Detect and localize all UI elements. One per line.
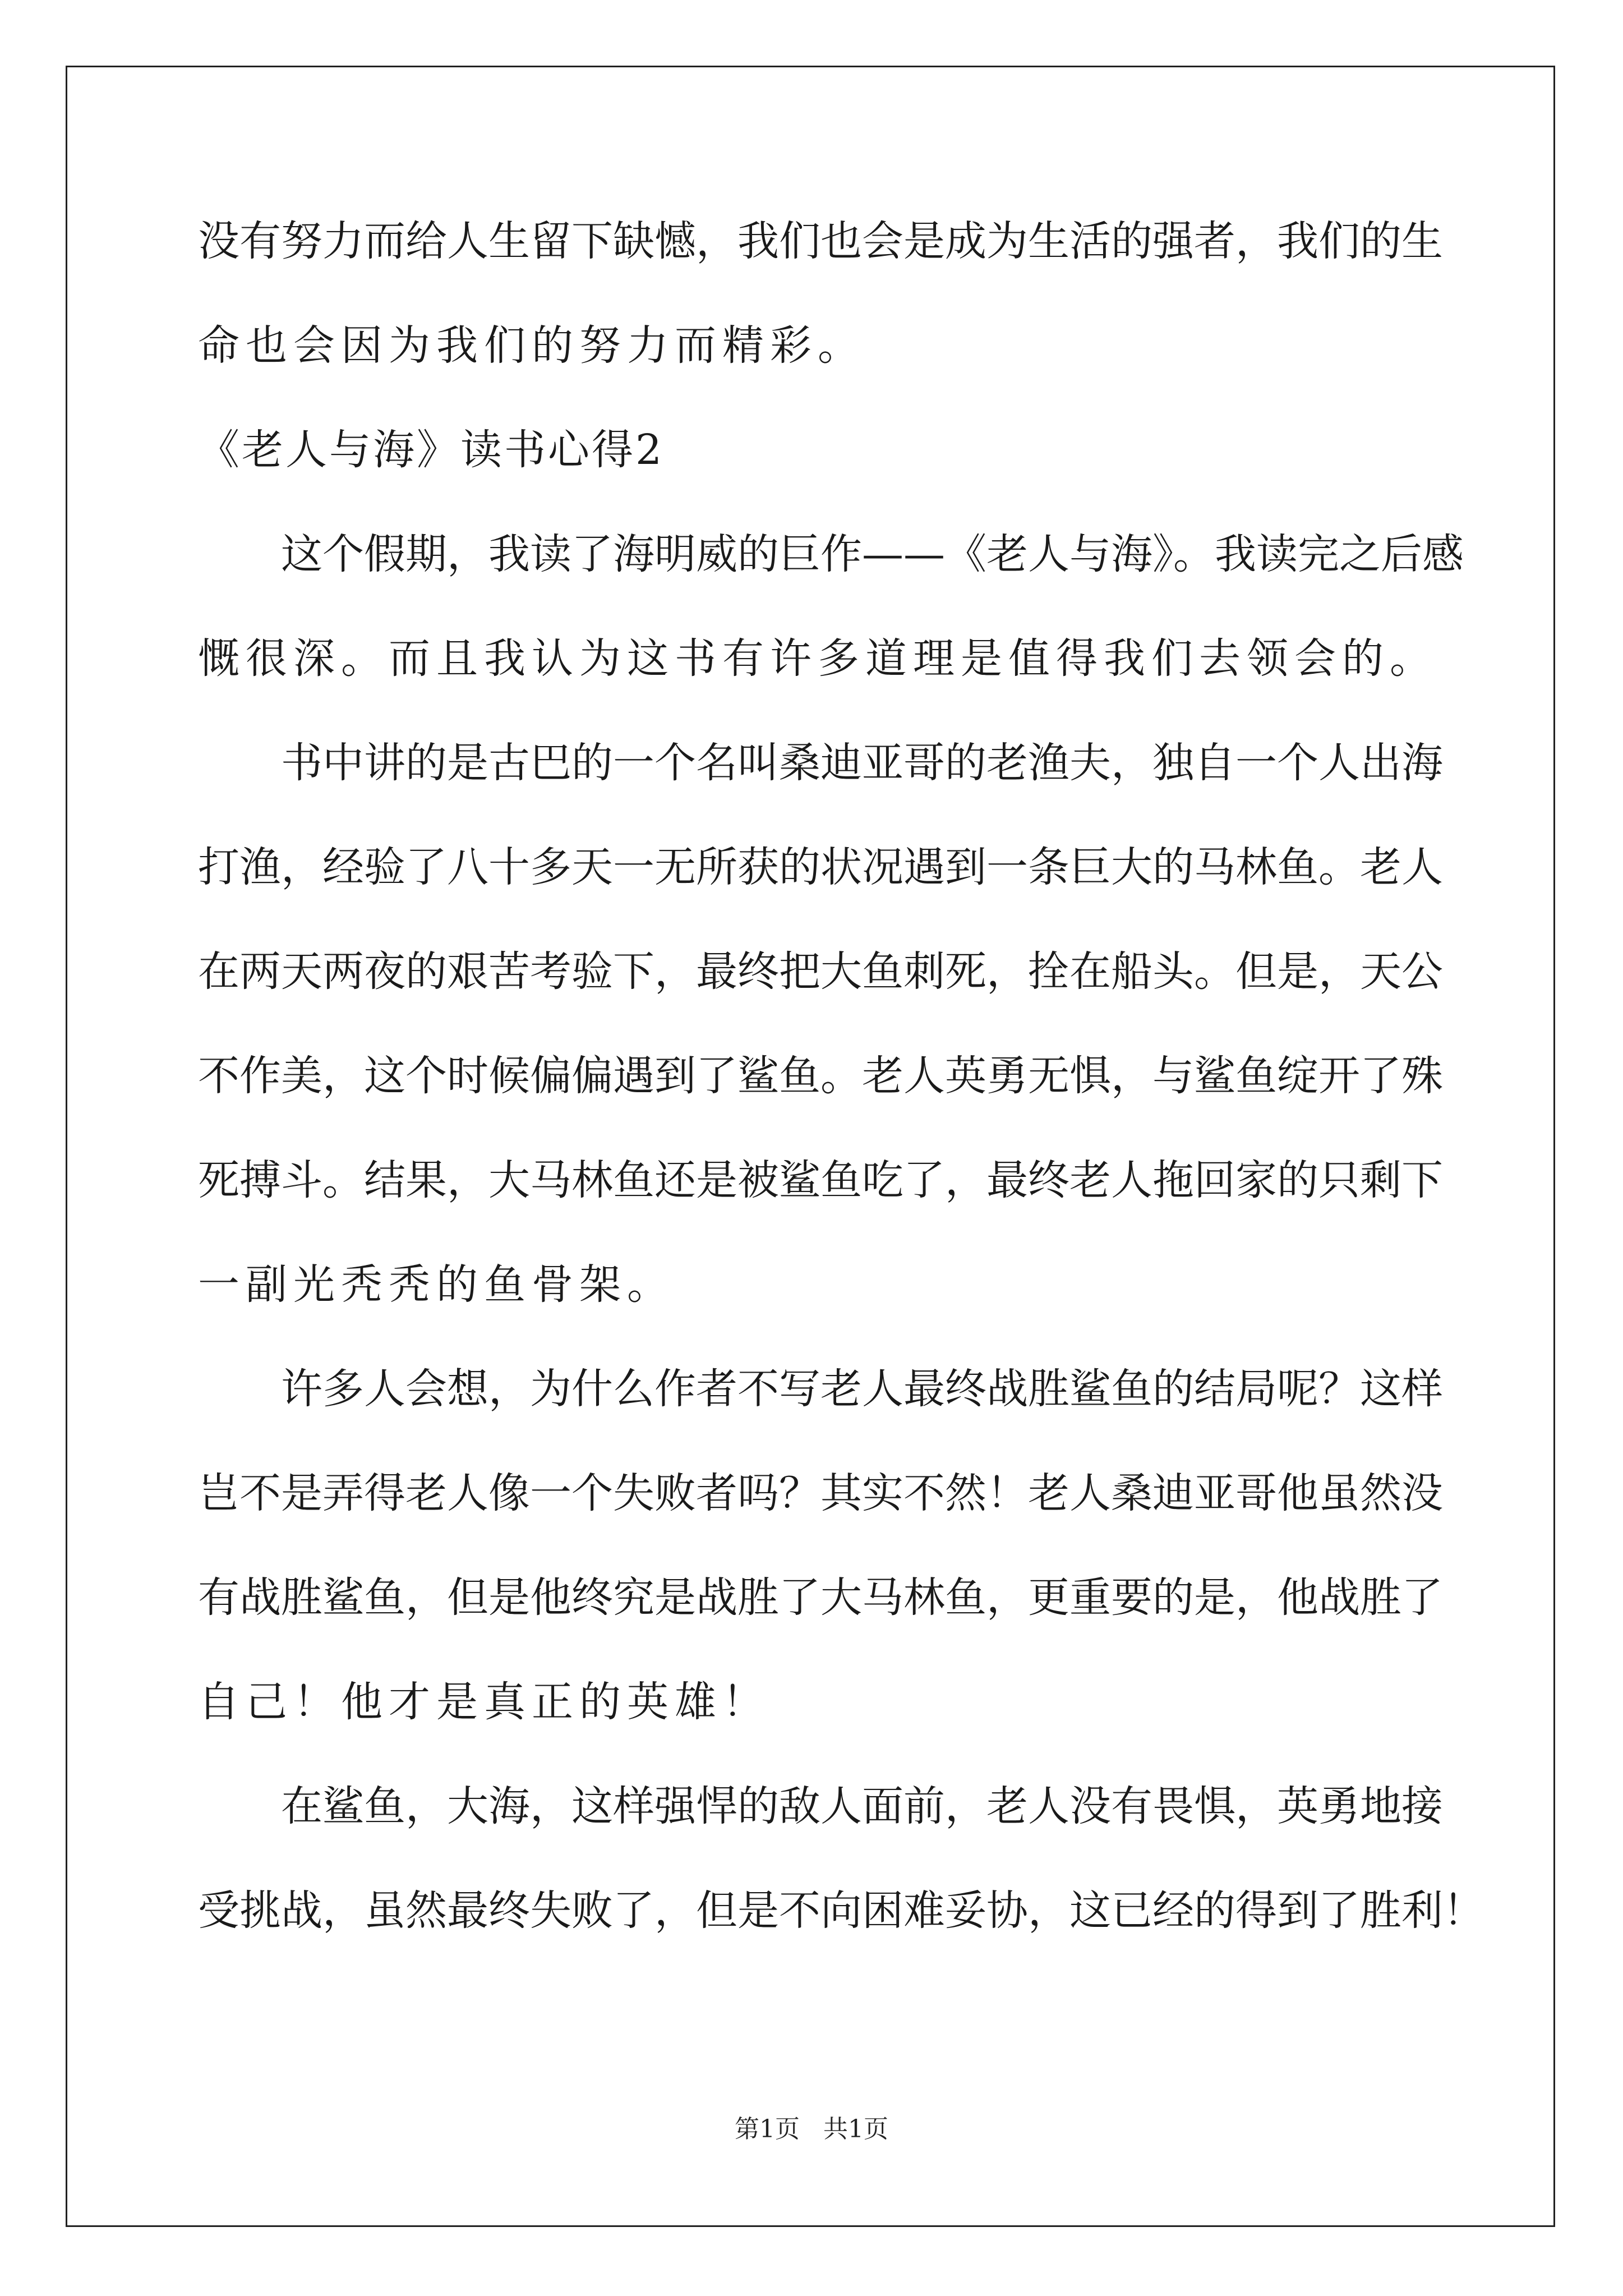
paragraph-line: 命也会因为我们的努力而精彩。 [198,321,865,370]
paragraph-line: 岂不是弄得老人像一个失败者吗？其实不然！老人桑迪亚哥他虽然没 [198,1469,1443,1517]
paragraph-line: 这个假期，我读了海明威的巨作——《老人与海》。我读完之后感 [281,530,1464,578]
paragraph-line: 慨很深。而且我认为这书有许多道理是值得我们去领会的。 [198,634,1437,683]
paragraph-line: 自己！他才是真正的英雄！ [198,1678,770,1726]
paragraph-line: 不作美，这个时候偏偏遇到了鲨鱼。老人英勇无惧，与鲨鱼绽开了殊 [198,1052,1443,1100]
section-heading: 《老人与海》读书心得2 [198,426,665,474]
paragraph-line: 打渔，经验了八十多天一无所获的状况遇到一条巨大的马林鱼。老人 [198,843,1443,891]
paragraph-line: 书中讲的是古巴的一个名叫桑迪亚哥的老渔夫，独自一个人出海 [281,739,1443,787]
paragraph-line: 有战胜鲨鱼，但是他终究是战胜了大马林鱼，更重要的是，他战胜了 [198,1573,1443,1622]
paragraph-line: 一副光秃秃的鱼骨架。 [198,1260,675,1309]
page-number-footer: 第1页 共1页 [735,2115,888,2143]
paragraph-line: 没有努力而给人生留下缺憾，我们也会是成为生活的强者，我们的生 [198,217,1443,265]
paragraph-line: 死搏斗。结果，大马林鱼还是被鲨鱼吃了，最终老人拖回家的只剩下 [198,1156,1443,1204]
paragraph-line: 在两天两夜的艰苦考验下，最终把大鱼刺死，拴在船头。但是，天公 [198,947,1443,996]
paragraph-line: 许多人会想，为什么作者不写老人最终战胜鲨鱼的结局呢？这样 [281,1365,1443,1413]
paragraph-line: 受挑战，虽然最终失败了，但是不向困难妥协，这已经的得到了胜利！ [198,1887,1484,1935]
paragraph-line: 在鲨鱼，大海，这样强悍的敌人面前，老人没有畏惧，英勇地接 [281,1782,1443,1830]
